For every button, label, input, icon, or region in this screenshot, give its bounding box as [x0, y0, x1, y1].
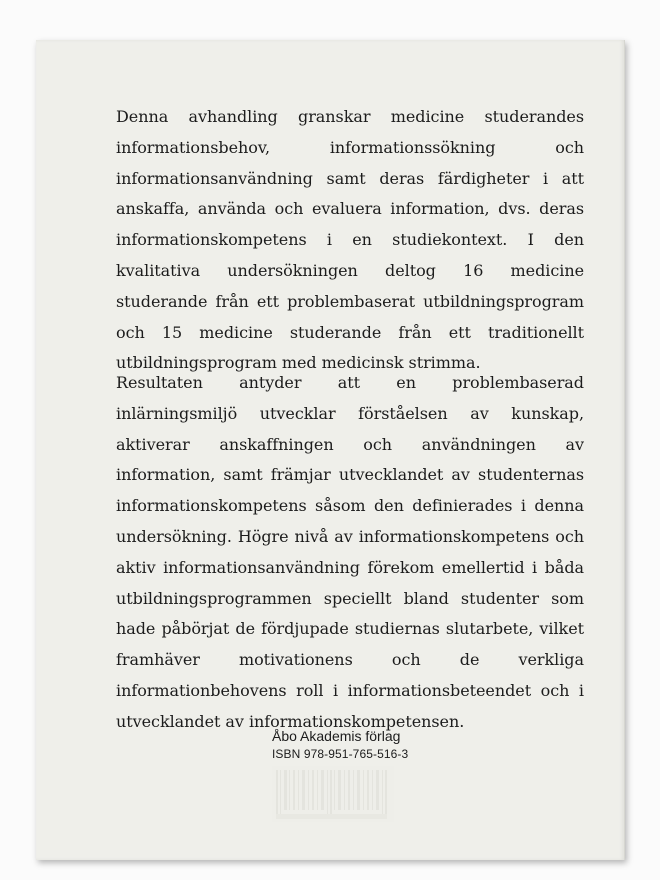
faded-barcode — [272, 766, 394, 822]
publisher-name: Åbo Akademis förlag — [272, 728, 401, 744]
description-paragraph-2: Resultaten antyder att en problembaserad inlärningsmiljö utvecklar förståelsen av kunskap, aktiverar anskaffningen och användningen av information, samt främjar utvecklandet av studenternas informationskompetens såsom den definierades i denna undersökning. Högre nivå av informationskompetens och aktiv informationsanvändning förekom emellertid i båda utbildningsprogrammen speciellt bland studenter som hade påbörjat de fördjupade studiernas slutarbete, vilket framhäver motivationens och de verkliga informationbehovens roll i informationsbeteendet och i utvecklandet av informationskompetensen. — [116, 373, 584, 731]
book-back-cover — [36, 40, 625, 860]
description-paragraph-1: Denna avhandling granskar medicine studerandes informationsbehov, informationssökning och informationsanvändning samt deras färdigheter i att anskaffa, använda och evaluera information, dvs. deras informationskompetens i en studiekontext. I den kvalitativa undersökningen deltog 16 medicine studerande från ett problembaserat utbildningsprogram och 15 medicine studerande från ett traditionellt utbildningsprogram med medicinsk strimma. — [116, 107, 584, 373]
isbn-number: ISBN 978-951-765-516-3 — [272, 747, 409, 761]
barcode-icon — [272, 766, 394, 822]
publisher-block — [272, 727, 408, 763]
